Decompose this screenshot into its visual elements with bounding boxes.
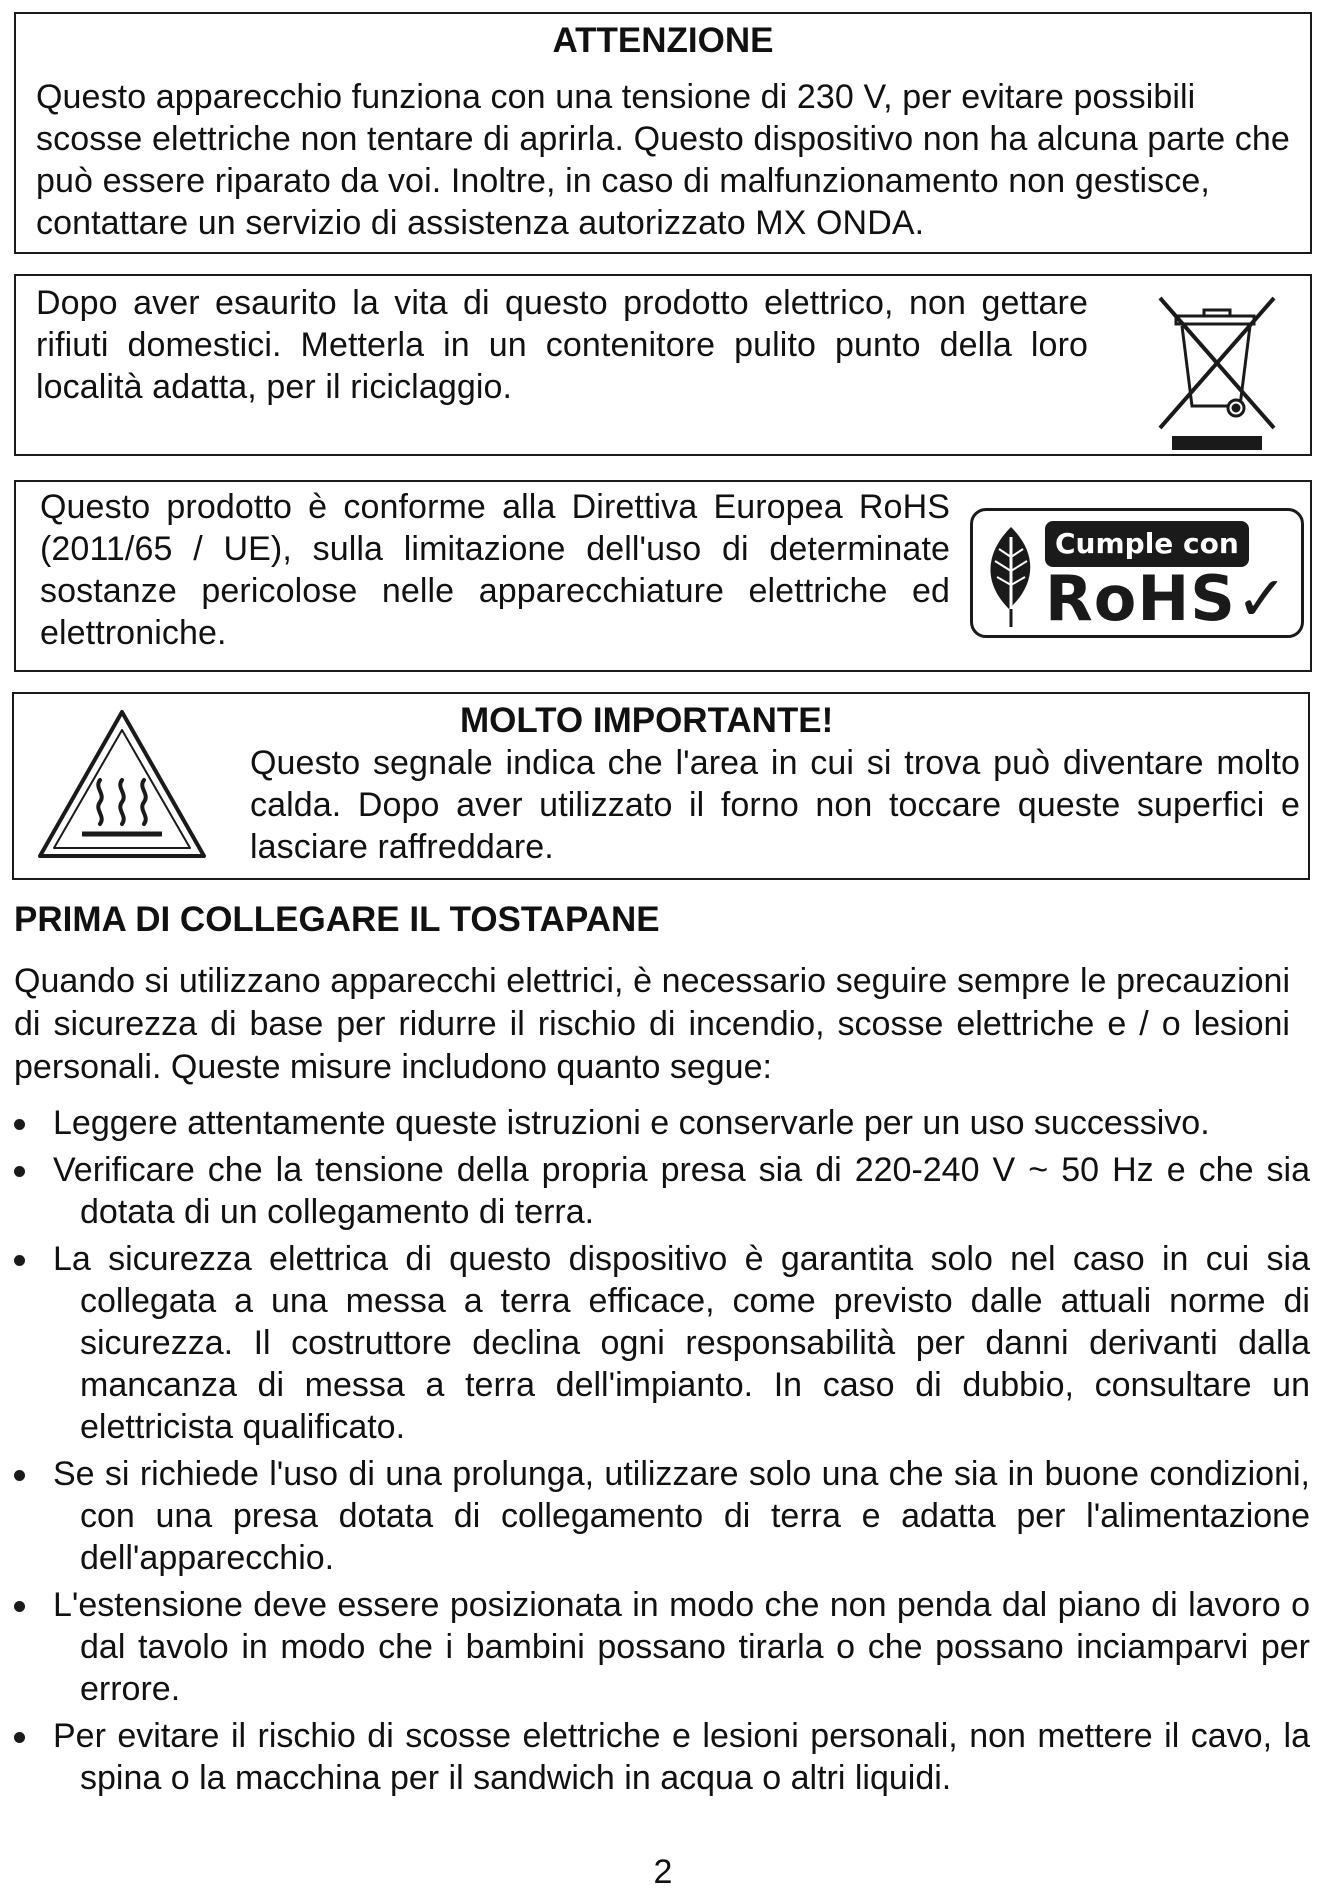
rohs-box	[14, 480, 1312, 672]
bullet-icon	[14, 1470, 25, 1481]
rohs-badge	[970, 508, 1304, 638]
bullet-icon	[14, 1166, 25, 1177]
rohs-badge-main: RoHS✓	[1045, 562, 1289, 635]
list-item: Leggere attentamente queste istruzioni e conservarle per un uso successivo.	[0, 1102, 1310, 1144]
intro-paragraph: Quando si utilizzano apparecchi elettrici, è necessario seguire sempre le precauzioni di sicurezza di base per ridurre il rischio di incendio, scosse elettriche e / o lesioni personali. Queste misure includono quanto segue:	[14, 962, 1290, 1086]
list-item: Se si richiede l'uso di una prolunga, utilizzare solo una che sia in buone condizioni, con una presa dotata di collegamento di terra e adatta per l'alimentazione dell'apparecchio.	[0, 1453, 1310, 1579]
list-item: La sicurezza elettrica di questo dispositivo è garantita solo nel caso in cui sia collegata a una messa a terra efficace, come previsto dalle attuali norme di sicurezza. Il costruttore declina ogni responsabilità per danni derivanti dalla mancanza di messa a terra dell'impianto. In caso di dubbio, consultare un elettricista qualificato.	[0, 1238, 1310, 1448]
page-number: 2	[653, 1853, 673, 1891]
check-icon: ✓	[1235, 562, 1289, 635]
hot-warning-box	[12, 692, 1310, 880]
bullet-icon	[14, 1732, 25, 1743]
list-item: L'estensione deve essere posizionata in modo che non penda dal piano di lavoro o dal tavolo in modo che i bambini possano tirarla o che possano inciamparvi per errore.	[0, 1584, 1310, 1710]
hot-warning-text: Questo segnale indica che l'area in cui si trova può diventare molto calda. Dopo aver utilizzato il forno non toccare queste superfici e lasciare raffreddare.	[250, 744, 1300, 866]
crossed-out-wheelie-bin-icon	[1142, 288, 1292, 450]
attenzione-text: Questo apparecchio funziona con una tensione di 230 V, per evitare possibili scosse elettriche non tentare di aprirla. Questo dispositivo non ha alcuna parte che può essere riparato da voi. Inoltre, in caso di malfunzionamento non gestisce, contattare un servizio di assistenza autorizzato MX ONDA.	[36, 78, 1290, 242]
rohs-badge-top: Cumple con	[1045, 521, 1249, 567]
hot-surface-warning-icon	[32, 704, 212, 864]
list-item: Per evitare il rischio di scosse elettriche e lesioni personali, non mettere il cavo, la spina o la macchina per il sandwich in acqua o altri liquidi.	[0, 1715, 1310, 1799]
section-heading: PRIMA DI COLLEGARE IL TOSTAPANE	[14, 900, 660, 939]
attenzione-title: ATTENZIONE	[552, 21, 774, 60]
disposal-text: Dopo aver esaurito la vita di questo prodotto elettrico, non gettare rifiuti domestici. Metterla in un contenitore pulito punto della loro località adatta, per il riciclaggio.	[36, 284, 1088, 406]
attenzione-box	[14, 12, 1312, 254]
rohs-text: Questo prodotto è conforme alla Direttiva Europea RoHS (2011/65 / UE), sulla limitazione dell'uso di determinate sostanze pericolose nelle apparecchiature elettriche ed elettroniche.	[40, 488, 950, 652]
precautions-list	[0, 1102, 1310, 1804]
bullet-icon	[14, 1255, 25, 1266]
bullet-icon	[14, 1601, 25, 1612]
list-item: Verificare che la tensione della propria presa sia di 220-240 V ~ 50 Hz e che sia dotata di un collegamento di terra.	[0, 1149, 1310, 1233]
leaf-icon	[979, 523, 1043, 629]
bullet-icon	[14, 1119, 25, 1130]
disposal-box	[14, 274, 1312, 456]
hot-warning-title: MOLTO IMPORTANTE!	[460, 701, 834, 740]
